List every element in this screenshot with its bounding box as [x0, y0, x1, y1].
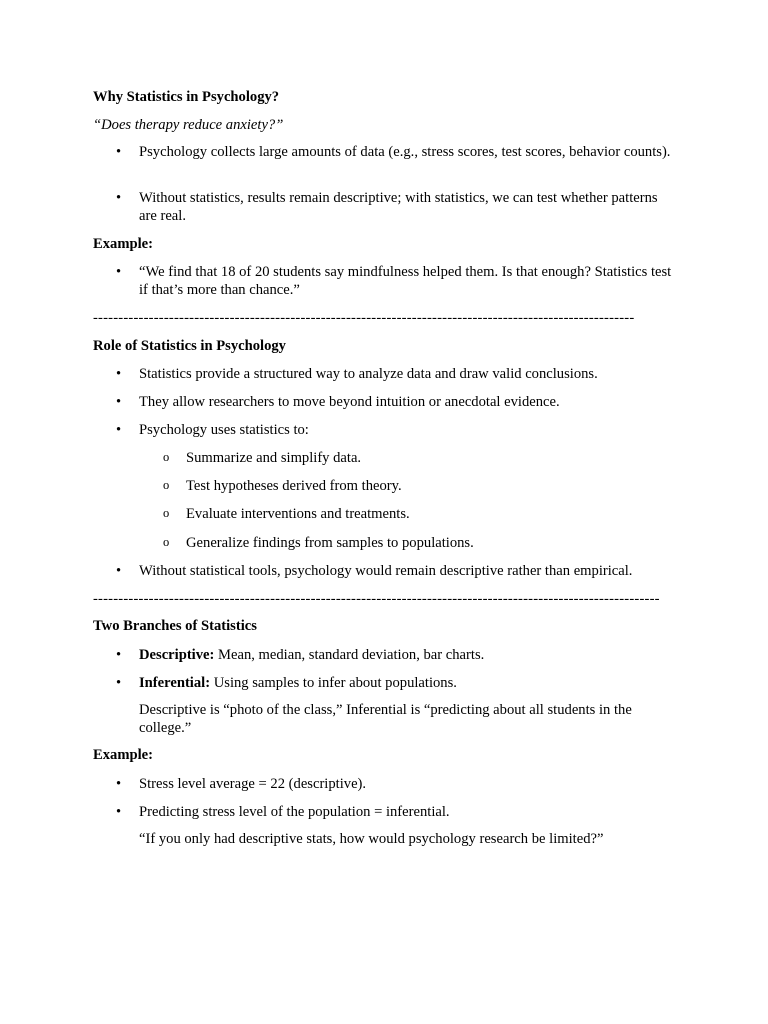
inferential-text: Using samples to infer about populations. [210, 675, 457, 691]
inferential-label: Inferential: [139, 675, 211, 691]
descriptive-text: Mean, median, standard deviation, bar charts. [214, 647, 485, 663]
example-label-2: Example: [93, 747, 153, 763]
bullet-without-tools: • Without statistical tools, psychology would remain descriptive rather than empirical. [139, 562, 679, 580]
sub-bullet-evaluate: o Evaluate interventions and treatments. [186, 505, 666, 523]
bullet-mindfulness-example: • “We find that 18 of 20 students say mindfulness helped them. Is that enough? Statistics test if that’s more than chance.” [139, 263, 679, 299]
divider-2: ---------------------------------------------------------------------------------------------------------------- [93, 591, 660, 607]
bullet-without-statistics: • Without statistics, results remain descriptive; with statistics, we can test whether patterns are real. [139, 189, 679, 225]
bullet-predicting-stress: • Predicting stress level of the population = inferential. [139, 803, 679, 821]
bullet-descriptive [139, 646, 679, 664]
sub-bullet-generalize: o Generalize findings from samples to populations. [186, 534, 666, 552]
bullet-inferential [139, 674, 679, 692]
bullet-stress-average: • Stress level average = 22 (descriptive). [139, 775, 679, 793]
analogy-note: Descriptive is “photo of the class,” Inferential is “predicting about all students in the college.” [139, 702, 632, 736]
bullet-uses-statistics: • Psychology uses statistics to: [139, 421, 679, 439]
heading-two-branches: Two Branches of Statistics [93, 618, 257, 634]
sub-bullet-test-hypotheses: o Test hypotheses derived from theory. [186, 477, 666, 495]
bullet-data-collection: • Psychology collects large amounts of data (e.g., stress scores, test scores, behavior counts). [139, 143, 679, 161]
example-label-1: Example: [93, 236, 153, 252]
heading-role-of-statistics: Role of Statistics in Psychology [93, 338, 286, 354]
divider-1: ----------------------------------------------------------------------------------------------------------- [93, 310, 635, 326]
reflection-question: “If you only had descriptive stats, how would psychology research be limited?” [139, 831, 604, 847]
bullet-beyond-intuition: • They allow researchers to move beyond intuition or anecdotal evidence. [139, 393, 679, 411]
heading-why-statistics: Why Statistics in Psychology? [93, 89, 280, 105]
sub-bullet-summarize: o Summarize and simplify data. [186, 449, 666, 467]
bullet-structured-way: • Statistics provide a structured way to analyze data and draw valid conclusions. [139, 365, 679, 383]
question-quote: “Does therapy reduce anxiety?” [93, 117, 284, 133]
descriptive-label: Descriptive: [139, 647, 215, 663]
